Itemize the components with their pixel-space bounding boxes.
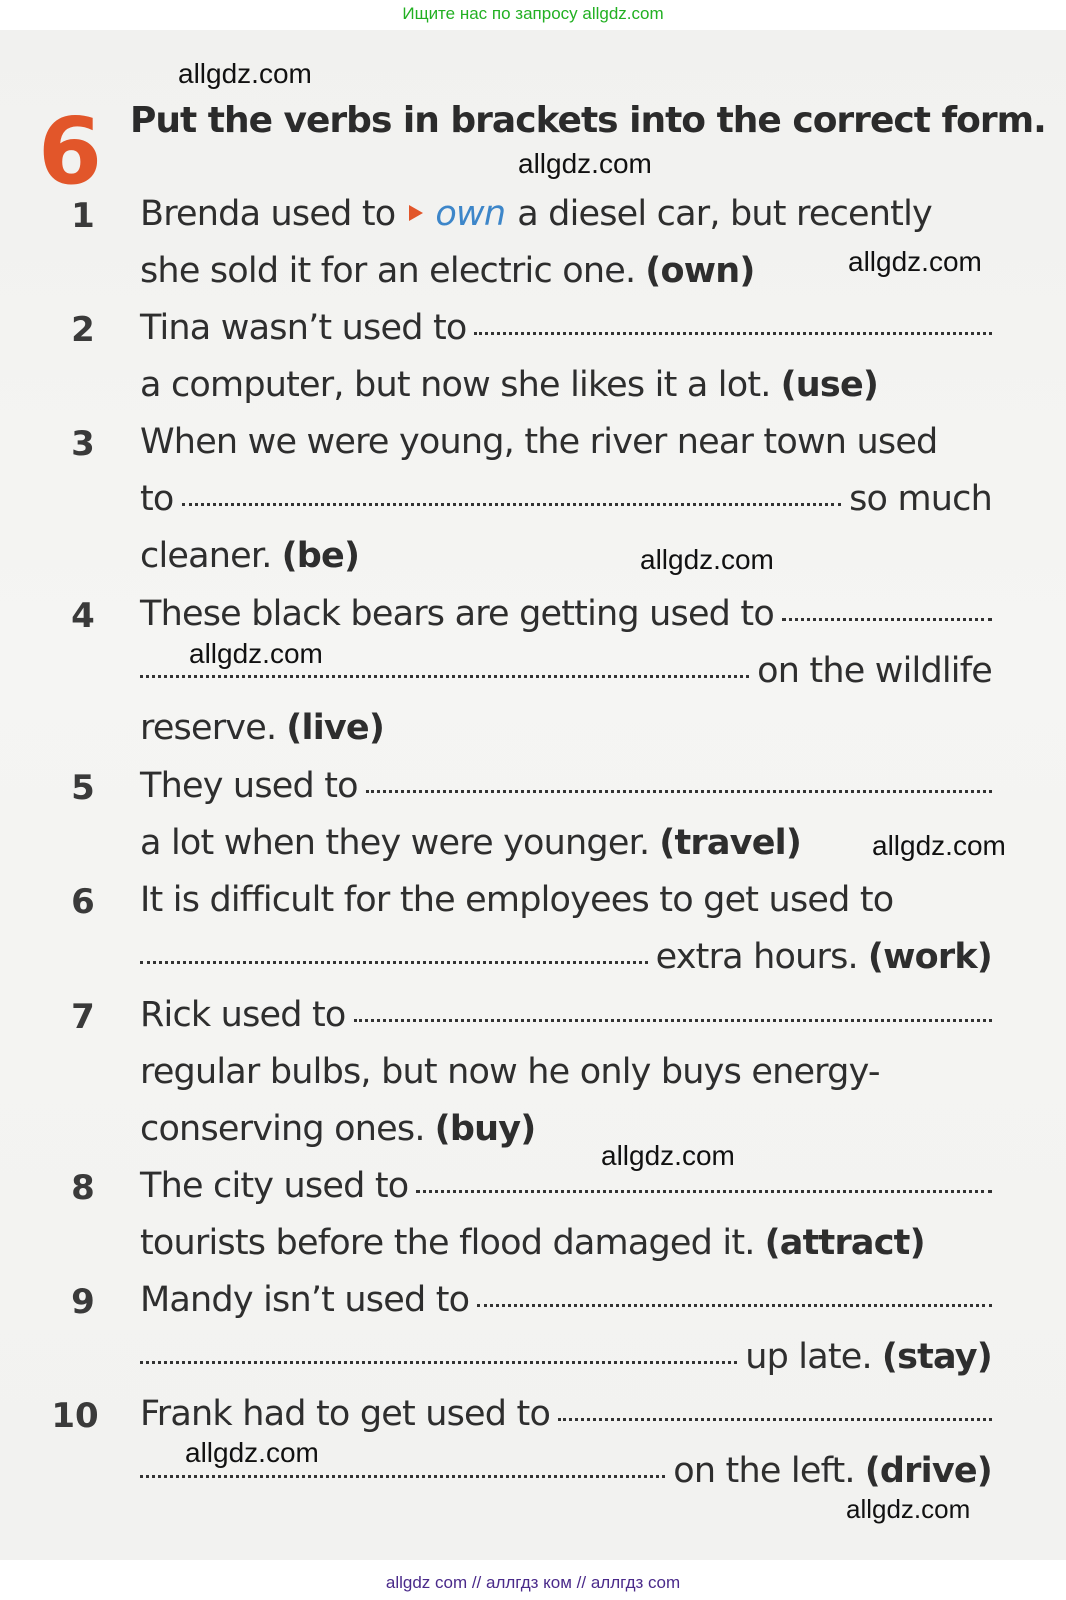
- item-text: Rick used to: [140, 995, 346, 1035]
- answer-blank[interactable]: [782, 618, 992, 621]
- item-9-line-1: [140, 1280, 992, 1320]
- item-10-line-1: [140, 1394, 992, 1434]
- item-text: extra hours.: [655, 937, 858, 977]
- item-7-line-2: [140, 1052, 992, 1092]
- item-text: up late.: [745, 1337, 872, 1377]
- item-1-line-1: [140, 194, 992, 234]
- answer-blank[interactable]: [140, 675, 749, 678]
- item-number: 9: [71, 1282, 95, 1322]
- watermark: allgdz.com: [848, 246, 982, 277]
- item-5-line-1: [140, 766, 992, 806]
- item-number: 5: [71, 768, 95, 808]
- item-text: a diesel car, but recently: [517, 194, 932, 234]
- watermark: allgdz.com: [846, 1494, 971, 1524]
- verb-hint: (use): [780, 365, 879, 405]
- item-6-line-2: [140, 937, 992, 977]
- item-number: 10: [51, 1396, 99, 1436]
- answer-blank[interactable]: [477, 1304, 992, 1307]
- item-2-line-1: [140, 308, 992, 348]
- item-2-line-2: [140, 365, 992, 405]
- item-text: to: [140, 479, 174, 519]
- watermark: allgdz.com: [178, 58, 312, 89]
- item-3-line-1: [140, 422, 992, 462]
- item-text: When we were young, the river near town used: [140, 422, 938, 462]
- top-banner: Ищите нас по запросу allgdz.com: [402, 4, 664, 23]
- watermark: allgdz.com: [518, 148, 652, 179]
- item-5-line-2: [140, 823, 992, 863]
- item-7-line-3: [140, 1109, 992, 1149]
- item-number: 8: [71, 1168, 95, 1208]
- item-text: cleaner.: [140, 536, 272, 576]
- verb-hint: (stay): [881, 1337, 992, 1377]
- item-text: These black bears are getting used to: [140, 594, 774, 634]
- verb-hint: (travel): [659, 823, 802, 863]
- bottom-banner: allgdz com // аллгдз ком // аллгдз com: [385, 1573, 681, 1592]
- item-3-line-3: [140, 536, 992, 576]
- exercise-instruction: Put the verbs in brackets into the correct form.: [130, 100, 1046, 141]
- item-text: Mandy isn’t used to: [140, 1280, 470, 1320]
- watermark: allgdz.com: [601, 1140, 735, 1171]
- item-6-line-1: [140, 880, 992, 920]
- item-text: The city used to: [140, 1166, 409, 1206]
- item-text: on the left.: [673, 1451, 855, 1491]
- answer-blank[interactable]: [416, 1190, 992, 1193]
- item-9-line-2: [140, 1337, 992, 1377]
- watermark: allgdz.com: [640, 544, 774, 575]
- verb-hint: (live): [286, 708, 385, 748]
- item-number: 2: [71, 310, 95, 350]
- item-text: reserve.: [140, 708, 277, 748]
- watermark: allgdz.com: [189, 638, 323, 669]
- item-8-line-2: [140, 1223, 992, 1263]
- example-answer: own: [435, 194, 506, 234]
- answer-blank[interactable]: [140, 1475, 665, 1478]
- item-number: 1: [71, 196, 95, 236]
- answer-blank[interactable]: [474, 332, 992, 335]
- answer-blank[interactable]: [366, 790, 992, 793]
- item-text: a computer, but now she likes it a lot.: [140, 365, 771, 405]
- item-8-line-1: [140, 1166, 992, 1206]
- verb-hint: (drive): [864, 1451, 992, 1491]
- item-text: a lot when they were younger.: [140, 823, 650, 863]
- item-7-line-1: [140, 995, 992, 1035]
- answer-blank[interactable]: [182, 503, 842, 506]
- exercise-number: 6: [38, 98, 101, 205]
- item-4-line-3: [140, 708, 992, 748]
- verb-hint: (attract): [764, 1223, 925, 1263]
- verb-hint: (buy): [434, 1109, 536, 1149]
- item-text: They used to: [140, 766, 358, 806]
- item-number: 7: [71, 997, 95, 1037]
- watermark: allgdz.com: [185, 1437, 319, 1468]
- item-number: 6: [71, 882, 95, 922]
- arrow-icon: [409, 205, 423, 221]
- item-4-line-1: [140, 594, 992, 634]
- answer-blank[interactable]: [354, 1019, 992, 1022]
- item-3-line-2: [140, 479, 992, 519]
- answer-blank[interactable]: [140, 1361, 737, 1364]
- answer-blank[interactable]: [558, 1418, 992, 1421]
- verb-hint: (work): [867, 937, 992, 977]
- item-text: Frank had to get used to: [140, 1394, 551, 1434]
- verb-hint: (own): [645, 251, 755, 291]
- watermark: allgdz.com: [872, 830, 1006, 861]
- item-number: 4: [71, 596, 95, 636]
- item-text: so much: [849, 479, 992, 519]
- item-text: Brenda used to: [140, 194, 396, 234]
- verb-hint: (be): [281, 536, 360, 576]
- item-text: she sold it for an electric one.: [140, 251, 636, 291]
- answer-blank[interactable]: [140, 961, 648, 964]
- item-text: It is difficult for the employees to get used to: [140, 880, 894, 920]
- item-number: 3: [71, 424, 95, 464]
- item-text: tourists before the flood damaged it.: [140, 1223, 755, 1263]
- item-text: conserving ones.: [140, 1109, 425, 1149]
- item-text: regular bulbs, but now he only buys energy-: [140, 1052, 880, 1092]
- item-text: on the wildlife: [757, 651, 992, 691]
- item-text: Tina wasn’t used to: [140, 308, 467, 348]
